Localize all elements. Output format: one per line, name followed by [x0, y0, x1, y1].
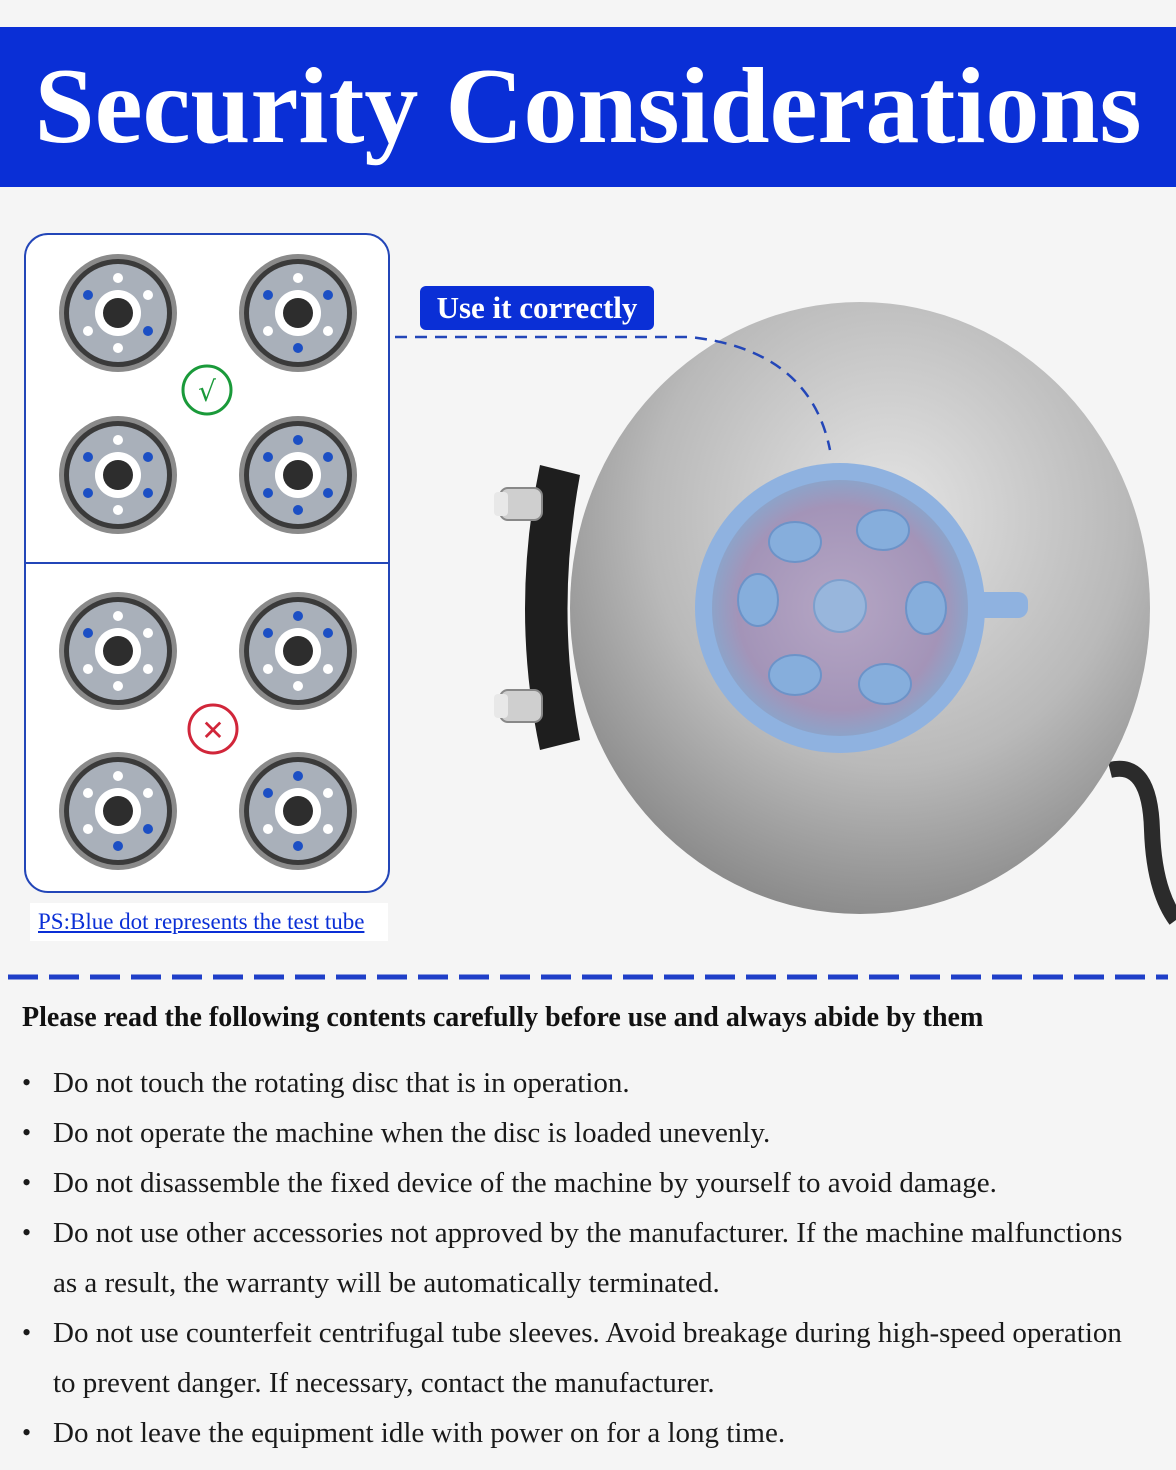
- rotor-correct-4: [239, 416, 357, 534]
- list-item: • Do not use other accessories not approved by the manufacturer. If the machine malfunctions as a result, the warranty will be automatically terminated.: [0, 1208, 1176, 1308]
- instructions-heading: Please read the following contents carefully before use and always abide by them: [22, 1002, 984, 1033]
- list-item: • Do not touch the rotating disc that is in operation.: [0, 1058, 1176, 1108]
- title-banner: [0, 27, 1176, 187]
- rotor-wrong-4: [239, 752, 357, 870]
- svg-text:✕: ✕: [201, 714, 225, 747]
- list-item: • Do not use counterfeit centrifugal tube sleeves. Avoid breakage during high-speed operation to prevent danger. If necessary, contact the manufacturer.: [0, 1308, 1176, 1408]
- rotor-wrong-3: [59, 752, 177, 870]
- test-tube-note: PS:Blue dot represents the test tube: [30, 903, 388, 941]
- rotor-correct-1: [59, 254, 177, 372]
- use-correctly-badge: Use it correctly: [420, 286, 654, 330]
- section-divider: [8, 974, 1168, 980]
- rotor-correct-3: [59, 416, 177, 534]
- rotor-diagram: [26, 235, 390, 893]
- timer-knob: [494, 488, 542, 520]
- rotor-wrong-2: [239, 592, 357, 710]
- page-title: Security Considerations: [34, 47, 1142, 166]
- correct-check-icon: [183, 366, 231, 414]
- list-item: • Do not disassemble the fixed device of the machine by yourself to avoid damage.: [0, 1158, 1176, 1208]
- rotor-correct-2: [239, 254, 357, 372]
- svg-text:√: √: [198, 375, 216, 408]
- rotor-wrong-1: [59, 592, 177, 710]
- power-cable: [1110, 769, 1176, 920]
- safety-rules-list: [0, 1058, 1176, 1458]
- list-item: • Do not leave the equipment idle with power on for a long time.: [0, 1408, 1176, 1458]
- wrong-cross-icon: [189, 705, 237, 753]
- loading-diagram-panel: [24, 233, 390, 893]
- list-item: • Do not operate the machine when the disc is loaded unevenly.: [0, 1108, 1176, 1158]
- center-hub: [814, 580, 866, 632]
- centrifuge-illustration: [390, 290, 1176, 930]
- speed-knob: [494, 690, 542, 722]
